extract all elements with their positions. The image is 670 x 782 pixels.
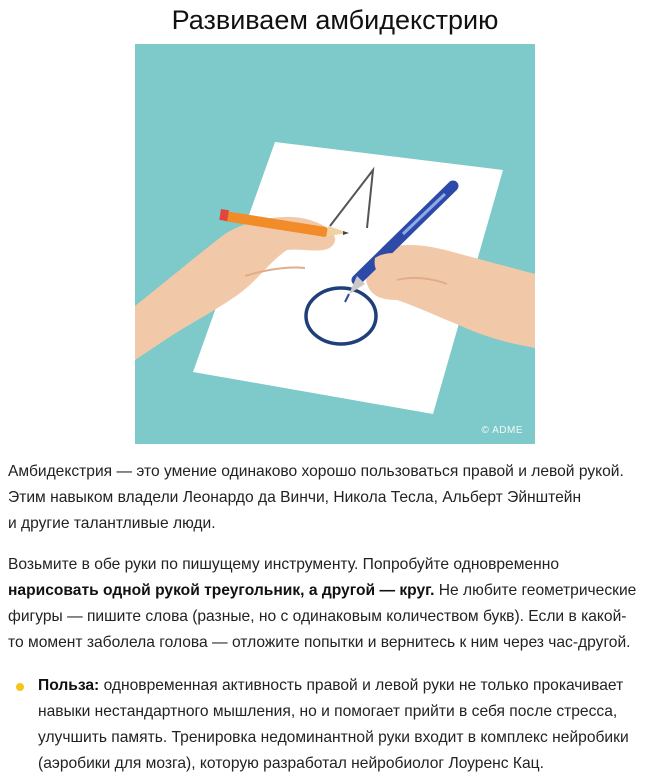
intro-paragraph [8, 459, 658, 537]
benefit-line: одновременная активность правой и левой руки не только прокачивает [99, 677, 624, 694]
section-title: Развиваем амбидекстрию [171, 5, 499, 35]
benefit-line: улучшить память. Тренировка недоминантной руки входит в комплекс нейробики [38, 729, 629, 746]
benefit-line: навыки нестандартного мышления, но и помогает прийти в себя после стресса, [38, 703, 618, 720]
bullet-dot-icon [16, 683, 24, 691]
intro-line: и другие талантливые люди. [8, 515, 216, 532]
drawing-hands-icon [135, 44, 535, 444]
benefit-line: (аэробики для мозга), которую разработал нейробиолог Лоуренс Кац. [38, 755, 544, 772]
exercise-line: Возьмите в обе руки по пишущему инструменту. Попробуйте одновременно [8, 556, 560, 573]
image-credit: © ADME [481, 425, 523, 436]
intro-line: Амбидекстрия — это умение одинаково хорошо пользоваться правой и левой рукой. [8, 463, 624, 480]
benefit-text [38, 673, 656, 777]
exercise-line: фигуры — пишите слова (разные, но с одинаковым количеством букв). Если в какой- [8, 608, 627, 625]
exercise-paragraph [8, 552, 658, 656]
benefit-list-item [16, 673, 656, 777]
intro-line: Этим навыком владели Леонардо да Винчи, Никола Тесла, Альберт Эйнштейн [8, 489, 582, 506]
benefit-label: Польза: [38, 677, 100, 694]
exercise-line: то момент заболела голова — отложите попытки и вернитесь к ним через час-другой. [8, 634, 631, 651]
ambidexterity-illustration [135, 44, 535, 444]
exercise-line: Не любите геометрические [434, 582, 637, 599]
exercise-emphasis: нарисовать одной рукой треугольник, а другой — круг. [8, 582, 435, 599]
